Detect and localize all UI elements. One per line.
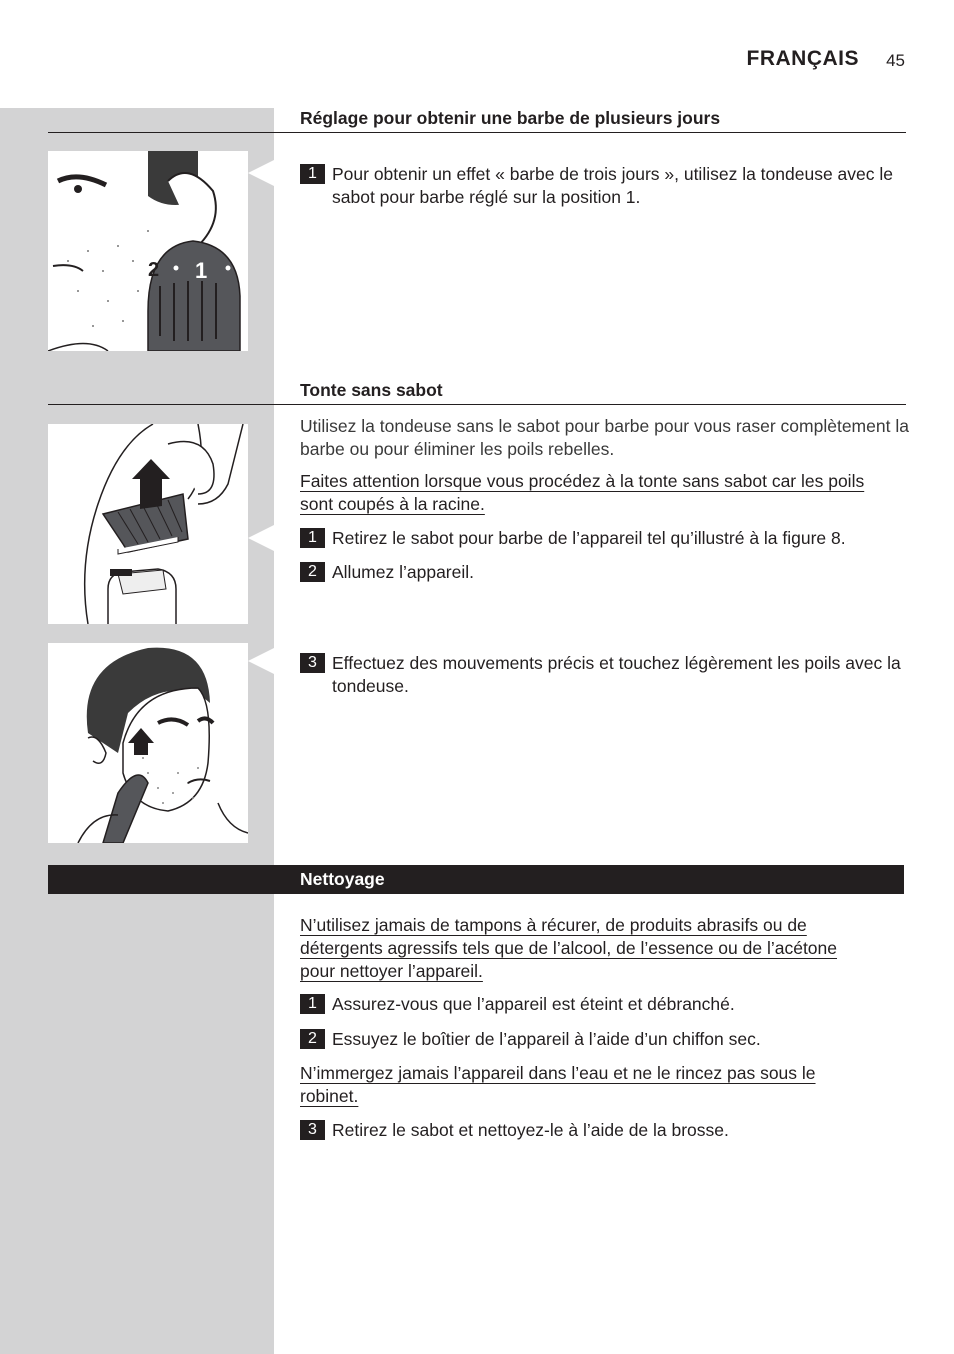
step-text: Pour obtenir un effet « barbe de trois jours », utilisez la tondeuse avec le sabot pour barbe réglé sur la position 1. bbox=[332, 164, 893, 207]
step-item bbox=[300, 163, 910, 209]
language-header: FRANÇAIS bbox=[746, 47, 859, 70]
step-text: Retirez le sabot et nettoyez-le à l’aide de la brosse. bbox=[332, 1120, 729, 1140]
step-number: 2 bbox=[300, 562, 325, 582]
warning-line: détergents agressifs tels que de l’alcool, de l’essence ou de l’acétone bbox=[300, 938, 838, 958]
section-title-beard: Réglage pour obtenir une barbe de plusieurs jours bbox=[300, 108, 721, 128]
step-number: 1 bbox=[300, 164, 325, 184]
step-number: 3 bbox=[300, 653, 325, 673]
figure-trimming bbox=[48, 643, 248, 843]
warning-line: pour nettoyer l’appareil. bbox=[300, 961, 483, 981]
section-title-no-comb: Tonte sans sabot bbox=[300, 380, 443, 400]
figure-pointer bbox=[248, 525, 274, 551]
step-text: Essuyez le boîtier de l’appareil à l’aide d’un chiffon sec. bbox=[332, 1029, 761, 1049]
warning-line: N’immergez jamais l’appareil dans l’eau et ne le rincez pas sous le bbox=[300, 1063, 816, 1083]
step-item bbox=[300, 652, 910, 698]
step-text: Effectuez des mouvements précis et touchez légèrement les poils avec la tondeuse. bbox=[332, 653, 901, 696]
step-number: 1 bbox=[300, 994, 325, 1014]
section-rule bbox=[48, 132, 906, 133]
section-title-cleaning: Nettoyage bbox=[300, 869, 385, 889]
intro-text: Utilisez la tondeuse sans le sabot pour barbe pour vous raser complètement la barbe ou pour éliminer les poils rebelles. bbox=[300, 416, 909, 459]
figure-beard-setting bbox=[48, 151, 248, 351]
figure-pointer bbox=[248, 648, 274, 674]
step-number: 1 bbox=[300, 528, 325, 548]
figure-setting-label-2: 2 bbox=[148, 259, 160, 281]
step-item bbox=[300, 561, 910, 584]
figure-remove-comb bbox=[48, 424, 248, 624]
step-item bbox=[300, 993, 910, 1016]
warning-line: sont coupés à la racine. bbox=[300, 494, 485, 514]
step-item bbox=[300, 527, 910, 550]
step-text: Allumez l’appareil. bbox=[332, 562, 475, 582]
warning-line: Faites attention lorsque vous procédez à la tonte sans sabot car les poils bbox=[300, 471, 865, 491]
figure-pointer bbox=[248, 160, 274, 186]
warning-text bbox=[300, 914, 837, 983]
warning-text bbox=[300, 470, 864, 516]
warning-text bbox=[300, 1062, 816, 1108]
step-number: 3 bbox=[300, 1120, 325, 1140]
step-text: Retirez le sabot pour barbe de l’appareil tel qu’illustré à la figure 8. bbox=[332, 528, 846, 548]
warning-line: N’utilisez jamais de tampons à récurer, de produits abrasifs ou de bbox=[300, 915, 807, 935]
step-item bbox=[300, 1028, 910, 1051]
warning-line: robinet. bbox=[300, 1086, 359, 1106]
step-text: Assurez-vous que l’appareil est éteint et débranché. bbox=[332, 994, 735, 1014]
step-item bbox=[300, 1119, 910, 1142]
page-number: 45 bbox=[886, 51, 905, 70]
figure-setting-label-1: 1 bbox=[195, 258, 208, 283]
step-number: 2 bbox=[300, 1029, 325, 1049]
section-bar-cleaning bbox=[48, 865, 904, 894]
section-rule bbox=[48, 404, 906, 405]
